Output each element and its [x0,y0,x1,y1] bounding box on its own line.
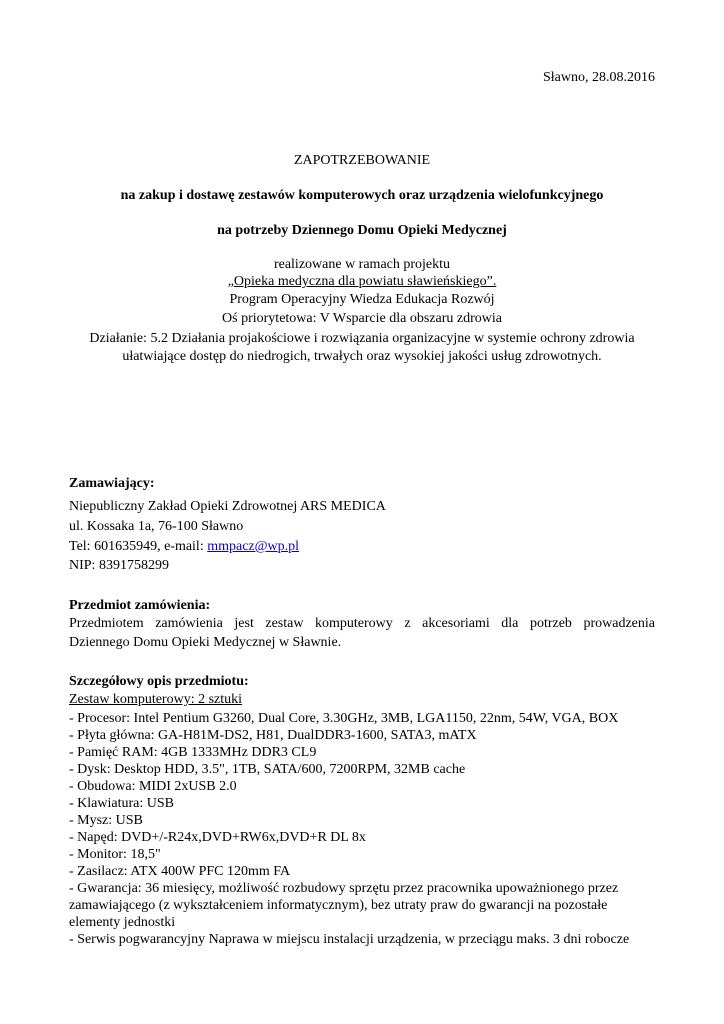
document-title: ZAPOTRZEBOWANIE [293,153,431,168]
spec-item: zamawiającego (z wykształceniem informatycznym), bez utraty praw do gwarancji na pozostałe [69,898,608,913]
spec-item: - Gwarancja: 36 miesięcy, możliwość rozbudowy sprzętu przez pracownika upoważnionego przez [69,881,619,896]
spec-item: - Monitor: 18,5" [69,847,161,862]
action-line: Działanie: 5.2 Działania projakościowe i rozwiązania organizacyjne w systemie ochrony zdrowia [89,331,635,346]
email-link[interactable]: mmpacz@wp.pl [207,539,300,554]
spec-item: - Mysz: USB [69,813,143,828]
place-date: Sławno, 28.08.2016 [543,70,655,85]
spec-item: - Klawiatura: USB [69,796,174,811]
project-name-line [0,273,724,290]
document-subtitle-purpose: na potrzeby Dziennego Domu Opieki Medycznej [217,223,507,238]
orderer-heading: Zamawiający: [69,476,155,491]
set-label: Zestaw komputerowy: 2 sztuki [69,692,243,707]
spec-item: - Procesor: Intel Pentium G3260, Dual Core, 3.30GHz, 3MB, LGA1150, 22nm, 54W, VGA, BOX [69,711,619,726]
spec-item: - Dysk: Desktop HDD, 3.5", 1TB, SATA/600, 7200RPM, 32MB cache [69,762,466,777]
details-heading: Szczegółowy opis przedmiotu: [69,674,249,689]
program-line: Program Operacyjny Wiedza Edukacja Rozwój [229,292,495,307]
spec-item: - Pamięć RAM: 4GB 1333MHz DDR3 CL9 [69,745,317,760]
spec-item: - Płyta główna: GA-H81M-DS2, H81, DualDDR3-1600, SATA3, mATX [69,728,477,743]
orderer-address: ul. Kossaka 1a, 76-100 Sławno [69,519,244,534]
subject-text-line1: Przedmiotem zamówienia jest zestaw komputerowy z akcesoriami dla potrzeb prowadzenia [69,616,655,631]
document-subtitle: na zakup i dostawę zestawów komputerowych oraz urządzenia wielofunkcyjnego [120,188,604,203]
orderer-tel: Tel: 601635949, e-mail: [69,539,208,554]
orderer-nip: NIP: 8391758299 [69,558,169,573]
action-line-continued: ułatwiające dostęp do niedrogich, trwałych oraz wysokiej jakości usług zdrowotnych. [122,349,602,364]
subject-heading: Przedmiot zamówienia: [69,598,211,613]
project-name: „Opieka medyczna dla powiatu sławieńskiego”. [227,274,497,289]
project-intro: realizowane w ramach projektu [273,257,451,272]
priority-axis-line: Oś priorytetowa: V Wsparcie dla obszaru zdrowia [222,311,502,326]
subject-text-line2: Dziennego Domu Opieki Medycznej w Sławnie. [69,635,342,650]
orderer-name: Niepubliczny Zakład Opieki Zdrowotnej ARS MEDICA [69,499,386,514]
spec-item: - Zasilacz: ATX 400W PFC 120mm FA [69,864,291,879]
spec-item: - Obudowa: MIDI 2xUSB 2.0 [69,779,237,794]
spec-item: - Napęd: DVD+/-R24x,DVD+RW6x,DVD+R DL 8x [69,830,366,845]
spec-item: - Serwis pogwarancyjny Naprawa w miejscu instalacji urządzenia, w przeciągu maks. 3 dni robocze [69,932,630,947]
orderer-contact [69,538,299,555]
spec-item: elementy jednostki [69,915,176,930]
